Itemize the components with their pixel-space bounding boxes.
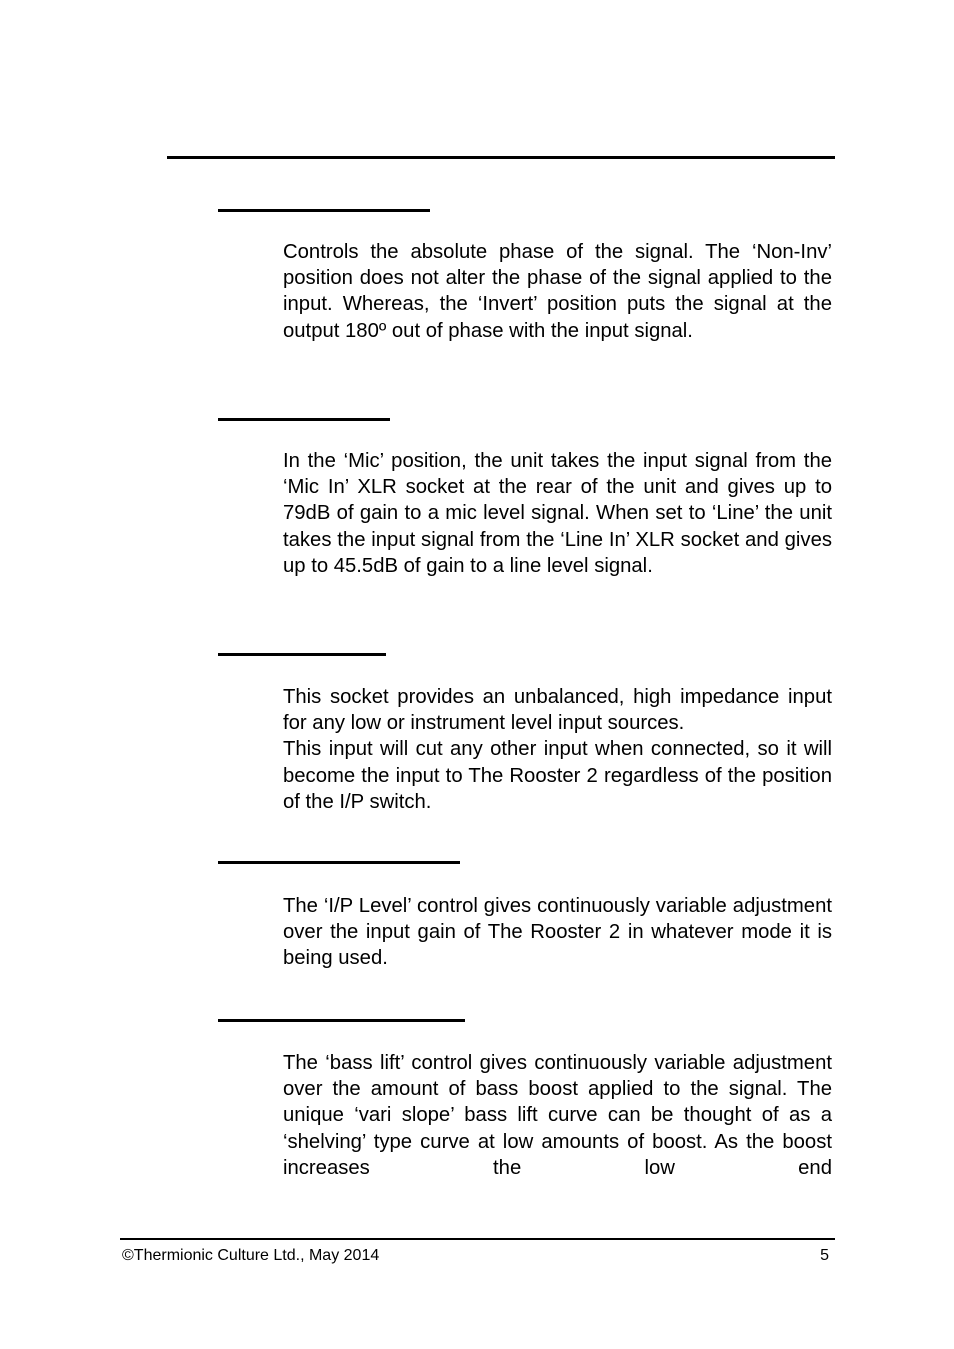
phase-description: Controls the absolute phase of the signal. The ‘Non-Inv’ position does not alter the phase of the signal applied to the input. Whereas, the ‘Invert’ position puts the signal at the output 180º out of phase with the input signal. bbox=[283, 241, 832, 342]
page-number: 5 bbox=[820, 1247, 829, 1264]
header-rule bbox=[167, 156, 835, 159]
section-heading-underline bbox=[218, 209, 430, 212]
di-socket-text-1: This socket provides an unbalanced, high impedance input for any low or instrument level input sources. bbox=[283, 686, 832, 735]
bass-lift-description: The ‘bass lift’ control gives continuously variable adjustment over the amount of bass boost applied to the signal. The unique ‘vari slope’ bass lift curve can be thought of as a ‘shelving’ type curve at low amounts of boost. As the boost increases the low end bbox=[283, 1052, 832, 1179]
input-select-description: In the ‘Mic’ position, the unit takes the input signal from the ‘Mic In’ XLR socket at the rear of the unit and gives up to 79dB of gain to a mic level signal. When set to ‘Line’ the unit takes the input signal from the ‘Line In’ XLR socket and gives up to 45.5dB of gain to a line level signal. bbox=[283, 450, 832, 577]
footer-rule bbox=[120, 1238, 835, 1240]
di-socket-description bbox=[283, 684, 832, 815]
section-heading-underline bbox=[218, 1019, 465, 1022]
section-heading-underline bbox=[218, 861, 460, 864]
section-heading-underline bbox=[218, 418, 390, 421]
section-heading-underline bbox=[218, 653, 386, 656]
di-socket-text-2: This input will cut any other input when connected, so it will become the input to The Rooster 2 regardless of the position of the I/P switch. bbox=[283, 738, 832, 813]
footer-copyright: ©Thermionic Culture Ltd., May 2014 bbox=[122, 1247, 380, 1264]
ip-level-description: The ‘I/P Level’ control gives continuously variable adjustment over the input gain of The Rooster 2 in whatever mode it is being used. bbox=[283, 895, 832, 970]
